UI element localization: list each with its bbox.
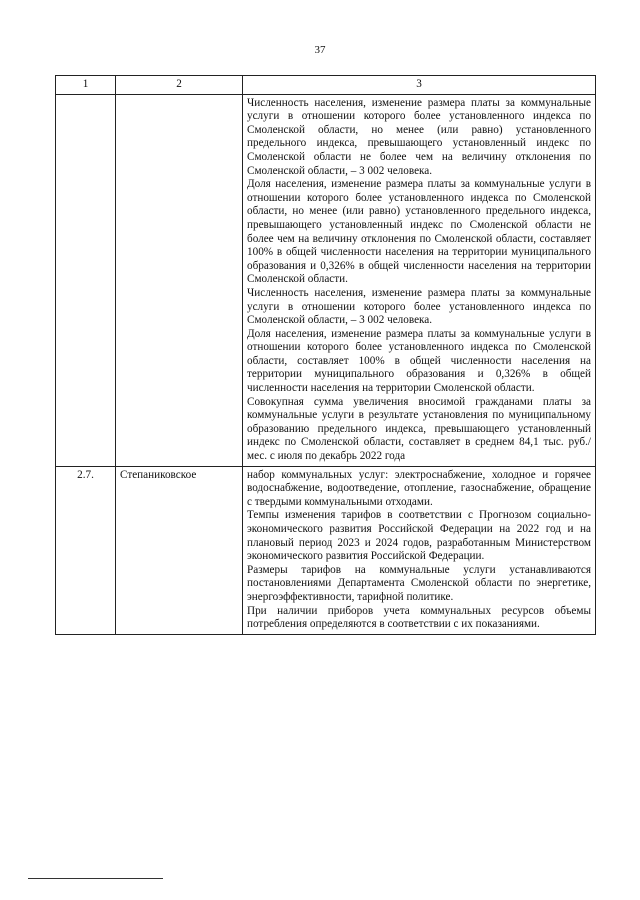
document-table [55, 75, 596, 635]
paragraph: набор коммунальных услуг: электроснабжение, холодное и горячее водоснабжение, водоотведение, отопление, газоснабжение, обращение с твердыми коммунальными отходами. [247, 468, 591, 508]
row-number-cell [56, 94, 116, 466]
column-header-1: 1 [56, 76, 116, 95]
municipality-name-cell: Степаниковское [116, 466, 243, 634]
description-cell [243, 94, 596, 466]
paragraph: Темпы изменения тарифов в соответствии с Прогнозом социально-экономического развития Российской Федерации на 2022 год и на плановый период 2023 и 2024 годов, разработанным Министерством экономического развития Российской Федерации. [247, 509, 591, 563]
table-header-row [56, 76, 596, 95]
column-header-2: 2 [116, 76, 243, 95]
paragraph: Численность населения, изменение размера платы за коммунальные услуги в отношении которого более установленного индекса по Смоленской области, – 3 002 человека. [247, 286, 591, 327]
paragraph: Доля населения, изменение размера платы за коммунальные услуги в отношении которого более установленного индекса по Смоленской области, составляет 100% в общей численности населения на территории муниципального образования и 0,326% в общей численности населения на территории Смоленской области. [247, 327, 591, 395]
table-row [56, 94, 596, 466]
table-row [56, 466, 596, 634]
column-header-3: 3 [243, 76, 596, 95]
paragraph: Численность населения, изменение размера платы за коммунальные услуги в отношении которого более установленного индекса по Смоленской области, но менее (или равно) установленного предельного индекса, превышающего установленный индекс по Смоленской области не более чем на величину отклонения по Смоленской области, – 3 002 человека. [247, 96, 591, 177]
footer-divider [28, 878, 163, 879]
paragraph: Размеры тарифов на коммунальные услуги устанавливаются постановлениями Департамента Смоленской области по энергетике, энергоэффективности, тарифной политике. [247, 563, 591, 603]
row-number-cell: 2.7. [56, 466, 116, 634]
description-cell [243, 466, 596, 634]
paragraph: Совокупная сумма увеличения вносимой гражданами платы за коммунальные услуги в результате установления по муниципальному образованию предельного индекса, превышающего установленный индекс по Смоленской области, составляет в среднем 84,1 тыс. руб./мес. с июля по декабрь 2022 года [247, 395, 591, 463]
paragraph: При наличии приборов учета коммунальных ресурсов объемы потребления определяются в соответствии с их показаниями. [247, 604, 591, 631]
municipality-name-cell [116, 94, 243, 466]
paragraph: Доля населения, изменение размера платы за коммунальные услуги в отношении которого более установленного индекса по Смоленской области, но менее (или равно) установленного предельного индекса, превышающего установленный индекс по Смоленской области не более чем на величину отклонения по Смоленской области, составляет 100% в общей численности населения на территории муниципального образования и 0,326% в общей численности населения на территории Смоленской области. [247, 178, 591, 286]
page-number: 37 [314, 44, 326, 56]
